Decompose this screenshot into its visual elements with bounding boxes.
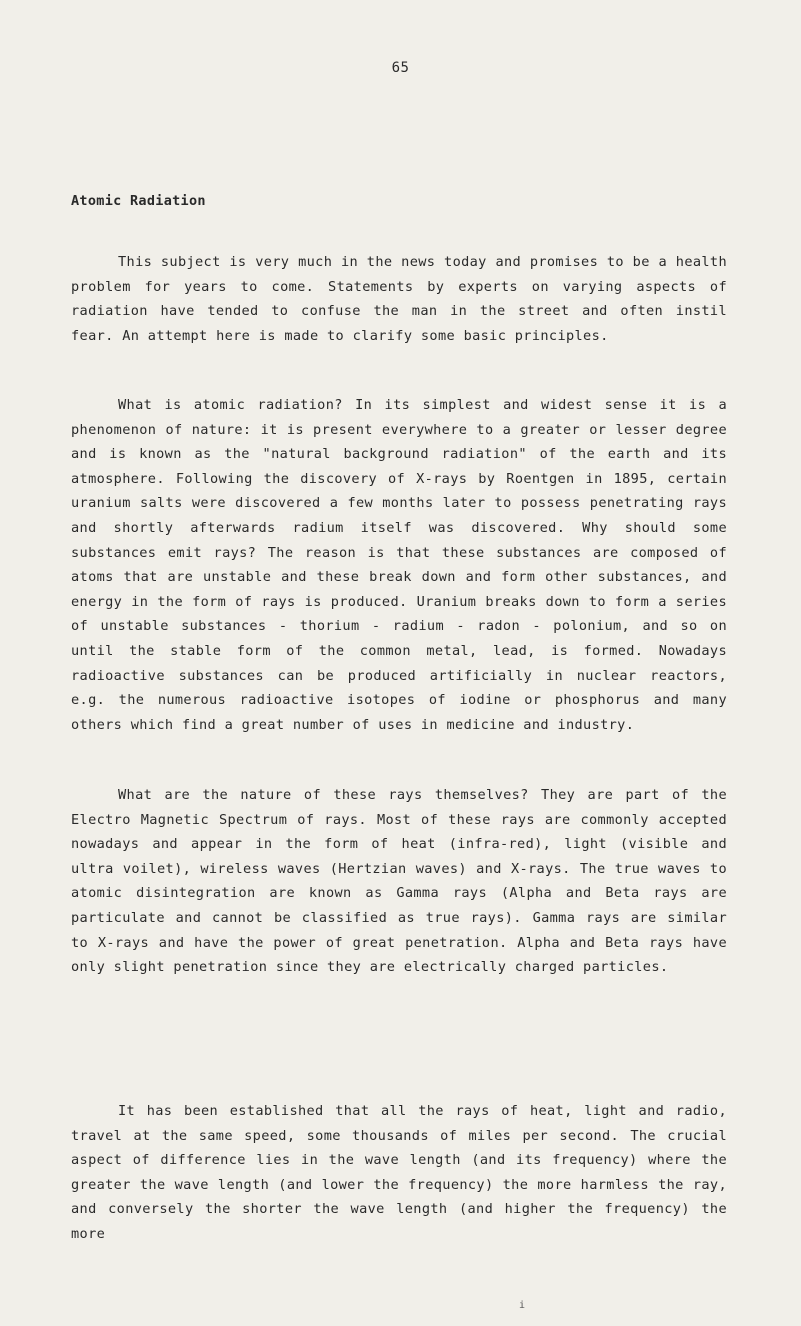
paragraph-nature-of-rays: What are the nature of these rays themselves? They are part of the Electro Magnetic Spectrum of rays. Most of these rays are commonly accepted nowadays and appear in the form of heat (infra-red), light (visible and ultra voilet), wireless waves (Hertzian waves) and X-rays. The true waves to atomic disintegration are known as Gamma rays (Alpha and Beta rays are particulate and cannot be classified as true rays). Gamma rays are similar to X-rays and have the power of great penetration. Alpha and Beta rays have only slight penetration since they are electrically charged particles. <box>71 787 727 976</box>
footer-mark: i <box>519 1300 526 1311</box>
section-title: Atomic Radiation <box>71 193 206 209</box>
paragraph-what-is-radiation: What is atomic radiation? In its simplest and widest sense it is a phenomenon of nature: it is present everywhere to a greater or lesser degree and is known as the "natural background radiation" of the earth and its atmosphere. Following the discovery of X-rays by Roentgen in 1895, certain uranium salts were discovered a few months later to possess penetrating rays and shortly afterwards radium itself was discovered. Why should some substances emit rays? The reason is that these substances are composed of atoms that are unstable and these break down and form other substances, and energy in the form of rays is produced. Uranium breaks down to form a series of unstable substances - thorium - radium - radon - polonium, and so on until the stable form of the common metal, lead, is formed. Nowadays radioactive substances can be produced artificially in nuclear reactors, e.g. the numerous radioactive isotopes of iodine or phosphorus and many others which find a great number of uses in medicine and industry. <box>71 397 727 733</box>
paragraph-wave-length: It has been established that all the rays of heat, light and radio, travel at the same speed, some thousands of miles per second. The crucial aspect of difference lies in the wave length (and its frequency) where the greater the wave length (and lower the frequency) the more harmless the ray, and conversely the shorter the wave length (and higher the frequency) the more <box>71 1103 727 1242</box>
paragraph-intro: This subject is very much in the news today and promises to be a health problem for years to come. Statements by experts on varying aspects of radiation have tended to confuse the man in the street and often instil fear. An attempt here is made to clarify some basic principles. <box>71 254 727 344</box>
page-number: 65 <box>391 60 410 76</box>
